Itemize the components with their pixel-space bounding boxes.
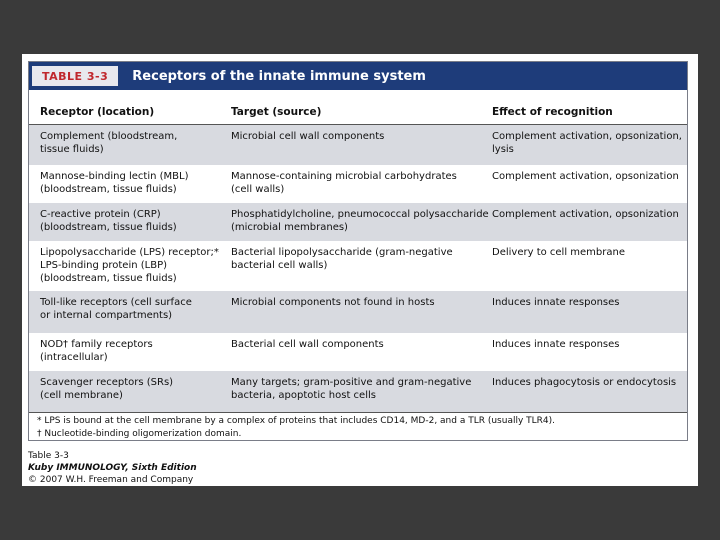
table-row xyxy=(29,333,687,371)
header-target: Target (source) xyxy=(231,106,322,118)
cell-target: Many targets; gram-positive and gram-negative bacteria, apoptotic host cells xyxy=(231,377,472,401)
cell-receptor: C-reactive protein (CRP) (bloodstream, tissue fluids) xyxy=(40,209,177,233)
table-row xyxy=(29,371,687,412)
cell-effect: Induces innate responses xyxy=(492,297,620,308)
caption-copyright: © 2007 W.H. Freeman and Company xyxy=(28,475,194,485)
cell-effect: Delivery to cell membrane xyxy=(492,247,626,258)
cell-target: Mannose-containing microbial carbohydrates (cell walls) xyxy=(231,171,457,195)
caption-book-title: Kuby IMMUNOLOGY, Sixth Edition xyxy=(28,463,197,473)
cell-target: Phosphatidylcholine, pneumococcal polysaccharide (microbial membranes) xyxy=(231,209,489,233)
header-receptor: Receptor (location) xyxy=(40,106,155,118)
cell-effect: Complement activation, opsonization, lysis xyxy=(492,131,682,155)
cell-receptor: Lipopolysaccharide (LPS) receptor;* LPS-binding protein (LBP) (bloodstream, tissue fluids) xyxy=(40,247,219,284)
table-row xyxy=(29,165,687,203)
header-effect: Effect of recognition xyxy=(492,106,613,118)
cell-target: Bacterial lipopolysaccharide (gram-negative bacterial cell walls) xyxy=(231,247,453,271)
cell-effect: Induces phagocytosis or endocytosis xyxy=(492,377,677,388)
cell-target: Bacterial cell wall components xyxy=(231,339,384,350)
table-label: TABLE 3-3 xyxy=(32,66,118,86)
cell-effect: Induces innate responses xyxy=(492,339,620,350)
cell-receptor: Complement (bloodstream, tissue fluids) xyxy=(40,131,178,155)
footnote-nod: † Nucleotide-binding oligomerization domain. xyxy=(37,429,242,439)
cell-target: Microbial components not found in hosts xyxy=(231,297,435,308)
footnote-lps: * LPS is bound at the cell membrane by a complex of proteins that includes CD14, MD-2, and a TLR (usually TLR4). xyxy=(37,416,556,426)
table-row xyxy=(29,203,687,241)
cell-receptor: Mannose-binding lectin (MBL) (bloodstream, tissue fluids) xyxy=(40,171,189,195)
table-frame xyxy=(28,61,688,441)
cell-target: Microbial cell wall components xyxy=(231,131,385,142)
table-header-row xyxy=(29,102,687,125)
table-title: Receptors of the innate immune system xyxy=(132,68,426,84)
cell-effect: Complement activation, opsonization xyxy=(492,171,679,182)
table-title-bar xyxy=(29,62,687,90)
cell-effect: Complement activation, opsonization xyxy=(492,209,679,220)
source-caption xyxy=(28,450,197,486)
table-row xyxy=(29,125,687,165)
cell-receptor: Toll-like receptors (cell surface or internal compartments) xyxy=(40,297,192,321)
cell-receptor: Scavenger receptors (SRs) (cell membrane) xyxy=(40,377,174,401)
cell-receptor: NOD† family receptors (intracellular) xyxy=(40,339,153,363)
slide xyxy=(22,54,698,486)
table-footnotes xyxy=(29,412,687,442)
caption-table-number: Table 3-3 xyxy=(28,451,69,461)
table-row xyxy=(29,241,687,291)
table-row xyxy=(29,291,687,333)
